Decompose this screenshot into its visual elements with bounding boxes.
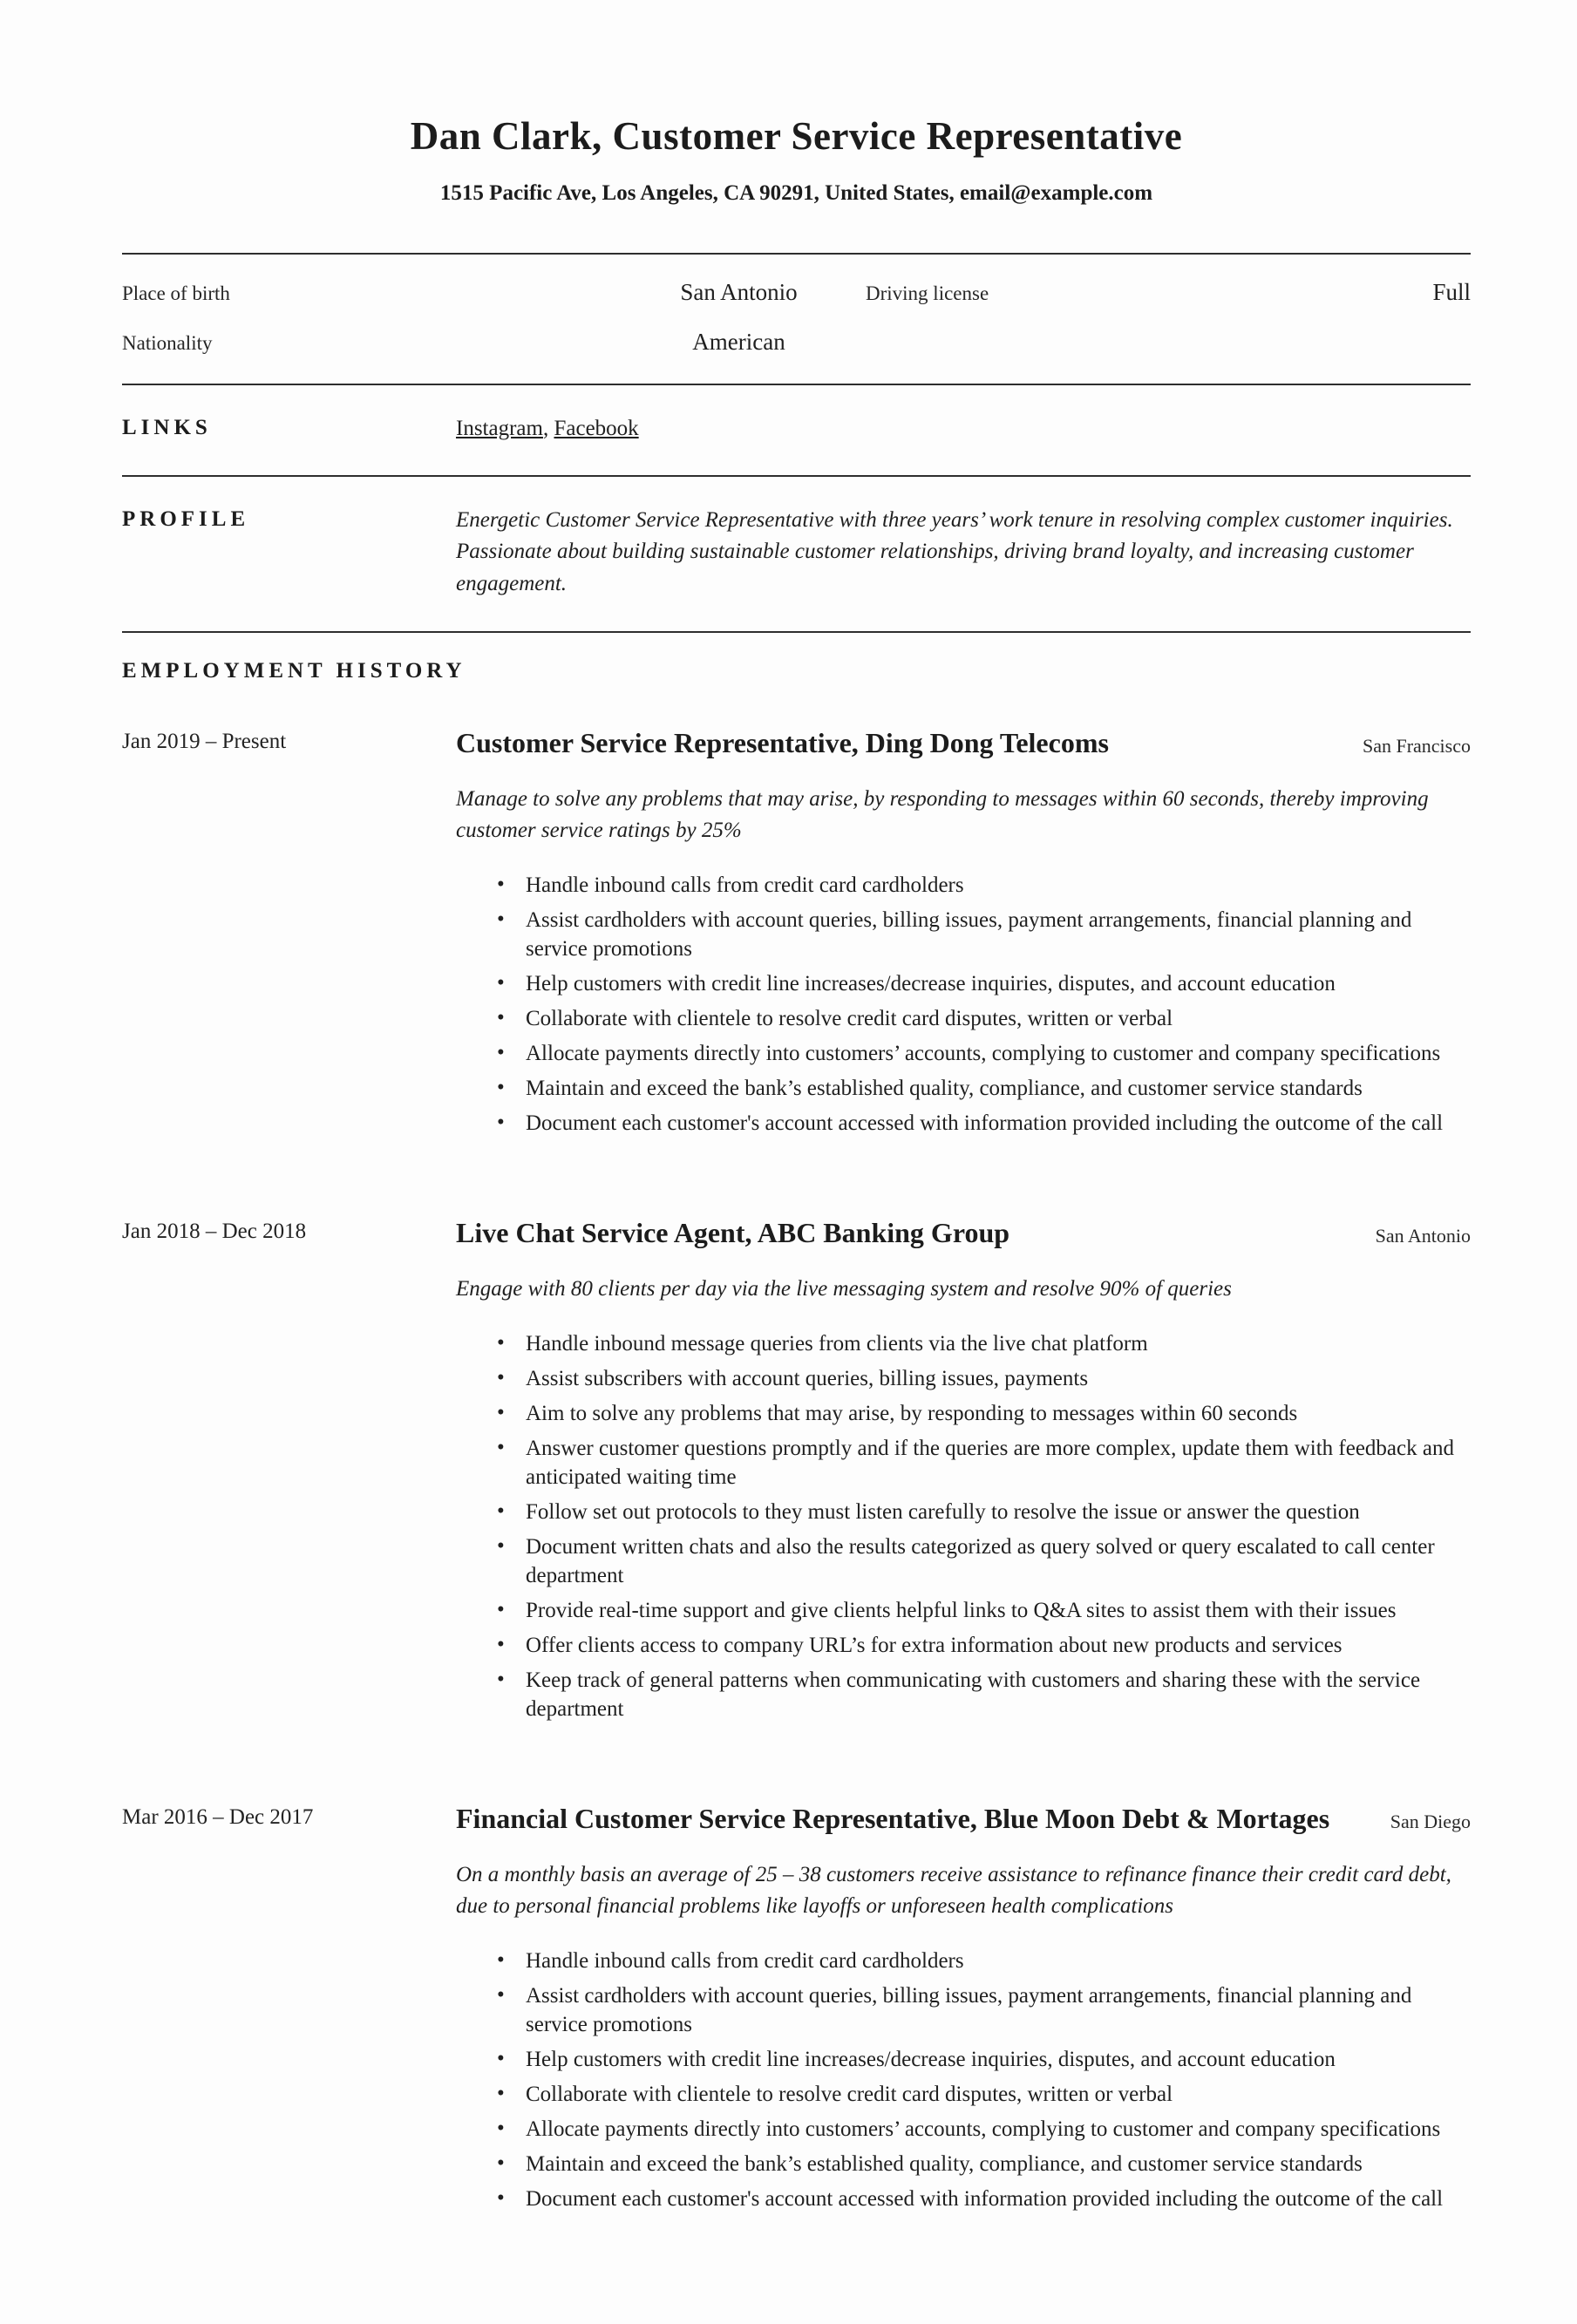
job-bullet-list — [456, 1329, 1471, 1723]
job-body — [456, 1799, 1471, 2219]
profile-text: Energetic Customer Service Representative with three years’ work tenure in resolving complex customer inquiries. Passionate about building sustainable customer relationships, driving brand loyalty, and increasing customer engagement. — [456, 508, 1453, 595]
job-bullet: • Document written chats and also the results categorized as query solved or query escalated to call center department — [526, 1532, 1471, 1590]
job-summary: On a monthly basis an average of 25 – 38 customers receive assistance to refinance finance their credit card debt, due to personal financial problems like layoffs or unforeseen health complications — [456, 1862, 1451, 1919]
job-bullet-list — [456, 1947, 1471, 2213]
page-title: Dan Clark, Customer Service Representative — [410, 114, 1183, 158]
job-bullet: • Aim to solve any problems that may arise, by responding to messages within 60 seconds — [526, 1399, 1471, 1428]
job-bullet: • Assist cardholders with account queries, billing issues, payment arrangements, financial planning and service promotions — [526, 906, 1471, 963]
job-bullet: • Assist cardholders with account queries, billing issues, payment arrangements, financial planning and service promotions — [526, 1981, 1471, 2039]
job-bullet: • Collaborate with clientele to resolve credit card disputes, written or verbal — [526, 2080, 1471, 2109]
link-item — [456, 417, 554, 440]
job-location: San Francisco — [1362, 734, 1471, 757]
job-bullet: • Collaborate with clientele to resolve credit card disputes, written or verbal — [526, 1004, 1471, 1033]
job-dates: Jan 2019 – Present — [122, 729, 287, 753]
social-link[interactable]: Instagram — [456, 417, 543, 440]
link-item — [554, 417, 638, 440]
job-bullet: • Help customers with credit line increases/decrease inquiries, disputes, and account education — [526, 2045, 1471, 2074]
job-bullet: • Allocate payments directly into customers’ accounts, complying to customer and company specifications — [526, 1039, 1471, 1068]
profile-section-label: PROFILE — [122, 507, 250, 531]
job-bullet: • Maintain and exceed the bank’s established quality, compliance, and customer service standards — [526, 2150, 1471, 2178]
job-body — [456, 724, 1471, 1144]
employment-section — [122, 633, 1471, 2220]
job-entry — [122, 724, 1471, 1144]
links-list — [456, 413, 1471, 444]
job-title: Customer Service Representative, Ding Dong Telecoms — [456, 726, 1109, 758]
job-title: Financial Customer Service Representative, Blue Moon Debt & Mortages — [456, 1803, 1330, 1835]
driving-license-label: Driving license — [866, 282, 989, 304]
job-bullet: • Document each customer's account accessed with information provided including the outcome of the call — [526, 2185, 1471, 2213]
job-bullet: • Assist subscribers with account queries, billing issues, payments — [526, 1364, 1471, 1393]
job-title-row — [456, 1213, 1471, 1253]
job-bullet: • Keep track of general patterns when communicating with customers and sharing these with the service department — [526, 1666, 1471, 1723]
nationality-value: American — [692, 329, 785, 355]
job-bullet: • Offer clients access to company URL’s for extra information about new products and services — [526, 1631, 1471, 1660]
job-dates: Jan 2018 – Dec 2018 — [122, 1220, 307, 1244]
job-bullet: • Handle inbound calls from credit card cardholders — [526, 871, 1471, 900]
job-bullet: • Allocate payments directly into customers’ accounts, complying to customer and company specifications — [526, 2115, 1471, 2144]
job-entry — [122, 1213, 1471, 1729]
job-bullet: • Help customers with credit line increases/decrease inquiries, disputes, and account education — [526, 969, 1471, 998]
job-bullet: • Follow set out protocols to they must listen carefully to resolve the issue or answer the question — [526, 1498, 1471, 1526]
job-entry — [122, 1799, 1471, 2219]
contact-line: 1515 Pacific Ave, Los Angeles, CA 90291, United States, email@example.com — [439, 181, 1153, 205]
social-link[interactable]: Facebook — [554, 417, 639, 440]
job-title-row — [456, 1799, 1471, 1838]
job-dates: Mar 2016 – Dec 2017 — [122, 1805, 314, 1830]
place-of-birth-label: Place of birth — [122, 282, 230, 304]
employment-section-label: EMPLOYMENT HISTORY — [122, 658, 466, 683]
link-separator: , — [542, 417, 554, 440]
job-location: San Diego — [1390, 1811, 1471, 1833]
job-bullet: • Answer customer questions promptly and if the queries are more complex, update them with feedback and anticipated waiting time — [526, 1434, 1471, 1492]
job-bullet: • Maintain and exceed the bank’s established quality, compliance, and customer service standards — [526, 1074, 1471, 1103]
job-title: Live Chat Service Agent, ABC Banking Group — [456, 1217, 1010, 1249]
place-of-birth-value: San Antonio — [680, 279, 798, 305]
job-bullet-list — [456, 871, 1471, 1138]
job-location: San Antonio — [1375, 1225, 1471, 1247]
personal-details-section — [122, 255, 1471, 384]
job-bullet: • Handle inbound calls from credit card cardholders — [526, 1947, 1471, 1975]
job-bullet: • Document each customer's account accessed with information provided including the outcome of the call — [526, 1109, 1471, 1138]
links-section-label: LINKS — [122, 416, 212, 439]
job-bullet: • Handle inbound message queries from clients via the live chat platform — [526, 1329, 1471, 1358]
job-body — [456, 1213, 1471, 1729]
job-summary: Manage to solve any problems that may arise, by responding to messages within 60 seconds, thereby improving customer service ratings by 25% — [456, 786, 1429, 842]
resume-header — [122, 113, 1471, 206]
job-summary: Engage with 80 clients per day via the live messaging system and resolve 90% of queries — [456, 1276, 1232, 1301]
job-bullet: • Provide real-time support and give clients helpful links to Q&A sites to assist them with their issues — [526, 1596, 1471, 1625]
driving-license-value: Full — [1432, 279, 1471, 305]
nationality-label: Nationality — [122, 332, 213, 354]
profile-section — [122, 477, 1471, 631]
links-section — [122, 385, 1471, 475]
job-title-row — [456, 724, 1471, 763]
detail-row-nationality — [122, 329, 1471, 356]
detail-row-birth-license — [122, 279, 1471, 306]
